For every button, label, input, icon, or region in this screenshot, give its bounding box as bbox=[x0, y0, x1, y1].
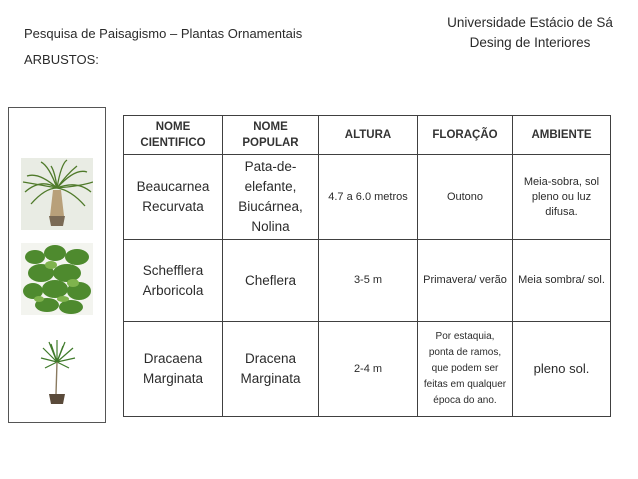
plants-table bbox=[123, 115, 611, 417]
cell-floracao: Por estaquia, ponta de ramos, que podem ser feitas em qualquer época do ano. bbox=[418, 322, 513, 417]
header-ambiente: AMBIENTE bbox=[513, 116, 611, 155]
institution-block bbox=[430, 13, 630, 53]
institution-name: Universidade Estácio de Sá bbox=[447, 15, 613, 30]
cell-ambiente: Meia-sobra, sol pleno ou luz difusa. bbox=[513, 155, 611, 240]
cell-popular: Cheflera bbox=[223, 240, 319, 322]
cell-cientifico: Dracaena Marginata bbox=[124, 322, 223, 417]
course-name: Desing de Interiores bbox=[469, 35, 591, 50]
header-nome-popular: NOME POPULAR bbox=[223, 116, 319, 155]
cell-floracao: Outono bbox=[418, 155, 513, 240]
cell-cientifico: Schefflera Arboricola bbox=[124, 240, 223, 322]
dracaena-photo bbox=[21, 340, 89, 406]
cell-altura: 2-4 m bbox=[319, 322, 418, 417]
cell-altura: 4.7 a 6.0 metros bbox=[319, 155, 418, 240]
page-title: Pesquisa de Paisagismo – Plantas Ornamentais bbox=[24, 26, 303, 41]
cell-altura: 3-5 m bbox=[319, 240, 418, 322]
table-row bbox=[124, 322, 611, 417]
header-nome-cientifico: NOME CIENTIFICO bbox=[124, 116, 223, 155]
cell-ambiente: Meia sombra/ sol. bbox=[513, 240, 611, 322]
table-row bbox=[124, 240, 611, 322]
cell-ambiente: pleno sol. bbox=[513, 322, 611, 417]
plant-images-panel bbox=[8, 107, 106, 423]
schefflera-photo bbox=[21, 243, 89, 315]
header-floracao: FLORAÇÃO bbox=[418, 116, 513, 155]
table-header-row bbox=[124, 116, 611, 155]
cell-popular: Dracena Marginata bbox=[223, 322, 319, 417]
section-title: ARBUSTOS: bbox=[24, 52, 99, 67]
header-altura: ALTURA bbox=[319, 116, 418, 155]
cell-floracao: Primavera/ verão bbox=[418, 240, 513, 322]
cell-popular: Pata-de-elefante, Biucárnea, Nolina bbox=[223, 155, 319, 240]
ponytail-palm-photo bbox=[21, 158, 89, 230]
table-row bbox=[124, 155, 611, 240]
cell-cientifico: Beaucarnea Recurvata bbox=[124, 155, 223, 240]
